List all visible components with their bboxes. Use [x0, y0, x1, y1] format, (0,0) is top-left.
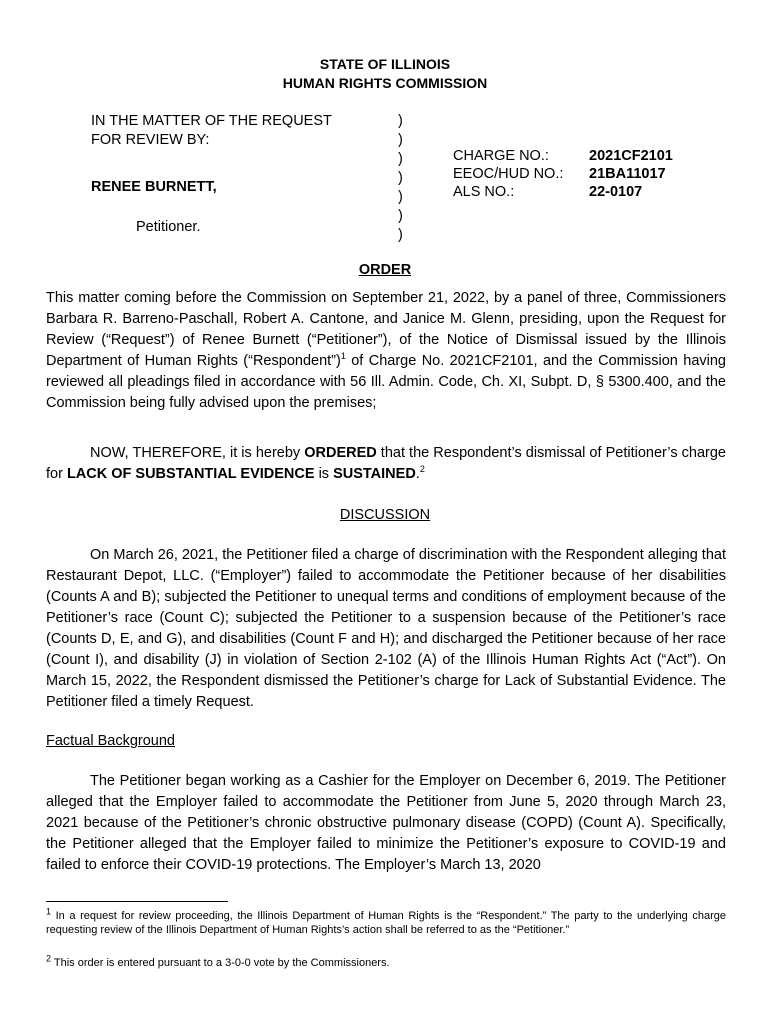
petitioner-name: RENEE BURNETT, [91, 179, 217, 195]
charge-no-label: CHARGE NO.: [453, 148, 549, 164]
footnote-divider [46, 901, 228, 902]
matter-line-1: IN THE MATTER OF THE REQUEST [91, 113, 332, 129]
order-paragraph-text-2: of Charge No. 2021CF2101, and the Commission having reviewed all pleadings filed in accordance with 56 Ill. Admin. Code, Ch. XI, Subpt. D, § 5300.400, and the Commission being fully advised upon the premises; [46, 353, 726, 411]
caption-parentheses: ) ) ) ) ) ) ) [398, 113, 403, 243]
footnote-2 [46, 953, 726, 970]
footnote-ref-1: 1 [340, 351, 346, 362]
is-text: is [314, 466, 334, 482]
eeoc-hud-no-value: 21BA11017 [589, 166, 666, 182]
footnote-2-text: This order is entered pursuant to a 3-0-0 vote by the Commissioners. [51, 957, 390, 969]
order-heading: ORDER [358, 262, 412, 278]
sustained-text: SUSTAINED [333, 466, 416, 482]
therefore-text: , THEREFORE, it is hereby [124, 445, 305, 461]
footnote-1-number: 1 [46, 906, 52, 917]
footnote-1 [46, 906, 726, 937]
discussion-paragraph [46, 545, 726, 713]
footnote-2-number: 2 [46, 953, 52, 964]
eeoc-hud-no-label: EEOC/HUD NO.: [453, 166, 564, 182]
ordered-clause-text: that the Respondent’s dismissal of Petitioner’s charge for [46, 445, 726, 482]
ordered-text: ORDERED [304, 445, 377, 461]
als-no-label: ALS NO.: [453, 184, 515, 200]
order-paragraph-text-1: This matter coming before the Commission on September 21, 2022, by a panel of three, Commissioners Barbara R. Barreno-Paschall, Robert A. Cantone, and Janice M. Glenn, presiding, upon the Request for Review (“Request”) of Renee Burnett (“Petitioner”), of the Notice of Dismissal issued by the Illinois Department of Human Rights (“Respondent”) [46, 290, 726, 369]
period-text: . [415, 466, 420, 482]
lack-of-evidence-text: LACK OF SUBSTANTIAL EVIDENCE [66, 466, 315, 482]
factual-text: The Petitioner began working as a Cashier for the Employer on December 6, 2019. The Petitioner alleged that the Employer failed to accommodate the Petitioner from June 5, 2020 through March 23, 2021 because of the Petitioner’s chronic obstructive pulmonary disease (COPD) (Count A). Specifically, the Petitioner alleged that the Employer failed to minimize the Petitioner’s exposure to COVID-19 and failed to enforce their COVID-19 protections. The Employer’s March 13, 2020 [46, 773, 726, 873]
discussion-heading: DISCUSSION [339, 507, 431, 523]
factual-background-heading: Factual Background [46, 733, 175, 749]
header-state: STATE OF ILLINOIS [319, 56, 451, 72]
footnote-1-text: In a request for review proceeding, the Illinois Department of Human Rights is the “Respondent.” The party to the underlying charge requesting review of the Illinois Department of Human Rights’s action shall be referred to as the “Petitioner.” [46, 910, 726, 936]
factual-paragraph [46, 771, 726, 876]
matter-line-2: FOR REVIEW BY: [91, 132, 210, 148]
discussion-text: On March 26, 2021, the Petitioner filed a charge of discrimination with the Respondent alleging that Restaurant Depot, LLC. (“Employer”) failed to accommodate the Petitioner because of her disabilities (Counts A and B); subjected the Petitioner to unequal terms and conditions of employment because of the Petitioner’s race (Count C); subjected the Petitioner to a suspension because of the Petitioner’s race (Counts D, E, and G), and disabilities (Count F and H); and discharged the Petitioner because of her race (Count I), and disability (J) in violation of Section 2-102 (A) of the Illinois Human Rights Act (“Act”). On March 15, 2022, the Respondent dismissed the Petitioner’s charge for Lack of Substantial Evidence. The Petitioner filed a timely Request. [46, 547, 726, 710]
header-commission: HUMAN RIGHTS COMMISSION [282, 75, 488, 91]
charge-no-value: 2021CF2101 [589, 148, 673, 164]
ordered-paragraph [46, 443, 726, 485]
petitioner-role: Petitioner. [136, 219, 201, 235]
order-paragraph [46, 288, 726, 414]
footnote-ref-2: 2 [419, 464, 425, 475]
now-text: NOW [90, 445, 125, 461]
als-no-value: 22-0107 [589, 184, 643, 200]
